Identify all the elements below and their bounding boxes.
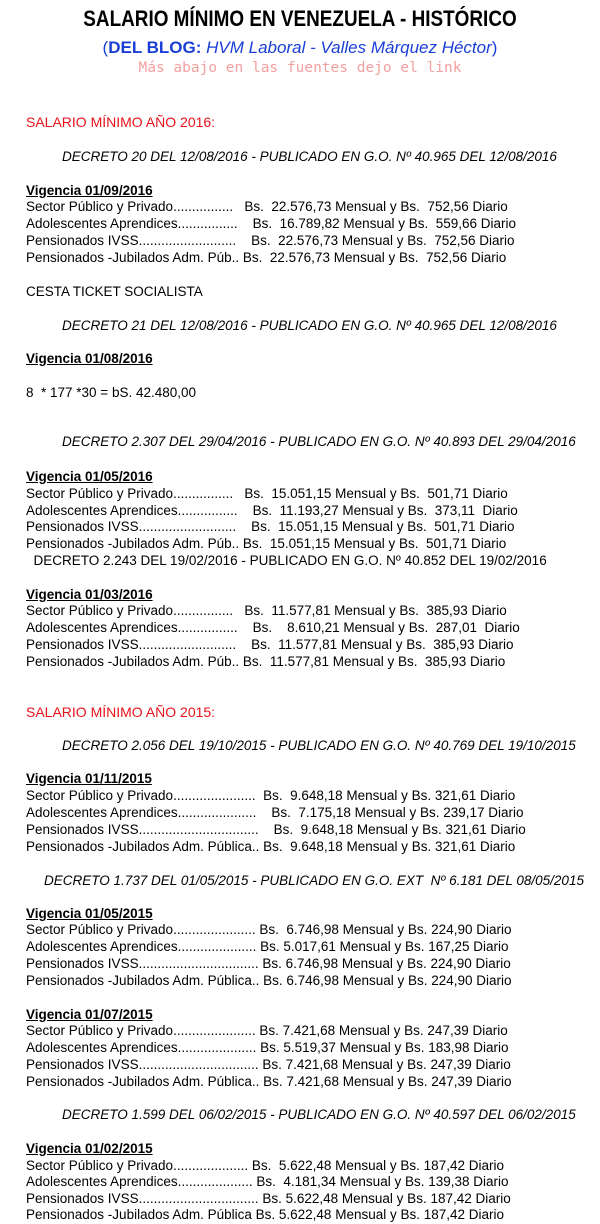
salary-row: Adolescentes Aprendices................ Bs. 16.789,82 Mensual y Bs. 559,66 Diario	[26, 216, 517, 231]
cesta-ticket-formula: 8 * 177 *30 = bS. 42.480,00	[26, 385, 197, 400]
section-heading: SALARIO MÍNIMO AÑO 2016:	[26, 114, 216, 130]
vigencia-heading: Vigencia 01/07/2015	[26, 1007, 153, 1022]
vigencia-heading: Vigencia 01/03/2016	[26, 587, 153, 602]
decree-line: DECRETO 20 DEL 12/08/2016 - PUBLICADO EN G.O. Nº 40.965 DEL 12/08/2016	[62, 149, 557, 164]
salary-row: Adolescentes Aprendices..................... Bs. 5.519,37 Mensual y Bs. 183,98 Diario	[26, 1040, 509, 1055]
salary-row: Pensionados IVSS.......................... Bs. 22.576,73 Mensual y Bs. 752,56 Diario	[26, 233, 515, 248]
salary-row: Adolescentes Aprendices..................... Bs. 7.175,18 Mensual y Bs. 239,17 Diario	[26, 805, 524, 820]
salary-row: Pensionados IVSS.......................... Bs. 11.577,81 Mensual y Bs. 385,93 Diario	[26, 637, 514, 652]
vigencia-heading: Vigencia 01/09/2016	[26, 183, 153, 198]
salary-row: Pensionados -Jubilados Adm. Púb.. Bs. 15.051,15 Mensual y Bs. 501,71 Diario	[26, 536, 507, 551]
salary-row: Pensionados IVSS................................ Bs. 6.746,98 Mensual y Bs. 224,90 Diario	[26, 956, 511, 971]
sources-note: Más abajo en las fuentes dejo el link	[138, 60, 462, 76]
salary-row: Pensionados -Jubilados Adm. Pública.. Bs. 9.648,18 Mensual y Bs. 321,61 Diario	[26, 839, 516, 854]
vigencia-heading: Vigencia 01/02/2015	[26, 1141, 153, 1156]
salary-row: Pensionados IVSS.......................... Bs. 15.051,15 Mensual y Bs. 501,71 Diario	[26, 519, 515, 534]
credit-author: HVM Laboral - Valles Márquez Héctor	[201, 38, 492, 57]
salary-row: Sector Público y Privado................ Bs. 11.577,81 Mensual y Bs. 385,93 Diario	[26, 603, 507, 618]
salary-row: Adolescentes Aprendices.................... Bs. 4.181,34 Mensual y Bs. 139,38 Diario	[26, 1174, 509, 1189]
decree-line: DECRETO 1.737 DEL 01/05/2015 - PUBLICADO EN G.O. EXT Nº 6.181 DEL 08/05/2015	[44, 873, 584, 888]
salary-row: Pensionados -Jubilados Adm. Púb.. Bs. 22.576,73 Mensual y Bs. 752,56 Diario	[26, 250, 507, 265]
decree-line: DECRETO 2.307 DEL 29/04/2016 - PUBLICADO EN G.O. Nº 40.893 DEL 29/04/2016	[62, 434, 576, 449]
page-title: SALARIO MÍNIMO EN VENEZUELA - HISTÓRICO	[83, 6, 517, 31]
decree-line: DECRETO 1.599 DEL 06/02/2015 - PUBLICADO EN G.O. Nº 40.597 DEL 06/02/2015	[62, 1107, 576, 1122]
salary-row: Sector Público y Privado................ Bs. 22.576,73 Mensual y Bs. 752,56 Diario	[26, 199, 508, 214]
salary-row: Pensionados -Jubilados Adm. Pública.. Bs. 6.746,98 Mensual y Bs. 224,90 Diario	[26, 973, 512, 988]
decree-line: DECRETO 2.243 DEL 19/02/2016 - PUBLICADO EN G.O. Nº 40.852 DEL 19/02/2016	[26, 553, 547, 568]
salary-row: Sector Público y Privado...................... Bs. 6.746,98 Mensual y Bs. 224,90 Diario	[26, 922, 512, 937]
vigencia-heading: Vigencia 01/05/2015	[26, 906, 153, 921]
section-heading: SALARIO MÍNIMO AÑO 2015:	[26, 704, 216, 720]
vigencia-heading: Vigencia 01/11/2015	[26, 771, 152, 786]
decree-line: DECRETO 21 DEL 12/08/2016 - PUBLICADO EN G.O. Nº 40.965 DEL 12/08/2016	[62, 318, 557, 333]
salary-row: Pensionados -Jubilados Adm. Pública Bs. 5.622,48 Mensual y Bs. 187,42 Diario	[26, 1207, 505, 1222]
blog-credit	[0, 38, 600, 58]
salary-row: Adolescentes Aprendices..................... Bs. 5.017,61 Mensual y Bs. 167,25 Diario	[26, 939, 509, 954]
salary-row: Pensionados IVSS................................ Bs. 5.622,48 Mensual y Bs. 187,42 Diario	[26, 1191, 511, 1206]
salary-row: Adolescentes Aprendices................ Bs. 11.193,27 Mensual y Bs. 373,11 Diario	[26, 503, 518, 518]
decree-line: DECRETO 2.056 DEL 19/10/2015 - PUBLICADO EN G.O. Nº 40.769 DEL 19/10/2015	[62, 738, 576, 753]
salary-row: Pensionados -Jubilados Adm. Pública.. Bs. 7.421,68 Mensual y Bs. 247,39 Diario	[26, 1074, 512, 1089]
cesta-ticket-heading: CESTA TICKET SOCIALISTA	[26, 284, 203, 299]
salary-row: Sector Público y Privado...................... Bs. 7.421,68 Mensual y Bs. 247,39 Diario	[26, 1023, 508, 1038]
credit-open: (	[102, 38, 109, 57]
salary-row: Sector Público y Privado.................... Bs. 5.622,48 Mensual y Bs. 187,42 Diario	[26, 1158, 504, 1173]
vigencia-heading: Vigencia 01/08/2016	[26, 351, 153, 366]
salary-row: Pensionados -Jubilados Adm. Púb.. Bs. 11.577,81 Mensual y Bs. 385,93 Diario	[26, 654, 506, 669]
salary-row: Adolescentes Aprendices................ Bs. 8.610,21 Mensual y Bs. 287,01 Diario	[26, 620, 520, 635]
salary-row: Sector Público y Privado...................... Bs. 9.648,18 Mensual y Bs. 321,61 Diario	[26, 788, 516, 803]
credit-close: )	[491, 38, 498, 57]
salary-row: Pensionados IVSS................................ Bs. 9.648,18 Mensual y Bs. 321,61 Diario	[26, 822, 526, 837]
salary-row: Sector Público y Privado................ Bs. 15.051,15 Mensual y Bs. 501,71 Diario	[26, 486, 508, 501]
vigencia-heading: Vigencia 01/05/2016	[26, 469, 153, 484]
salary-row: Pensionados IVSS................................ Bs. 7.421,68 Mensual y Bs. 247,39 Diario	[26, 1057, 511, 1072]
credit-label: DEL BLOG:	[108, 38, 202, 57]
